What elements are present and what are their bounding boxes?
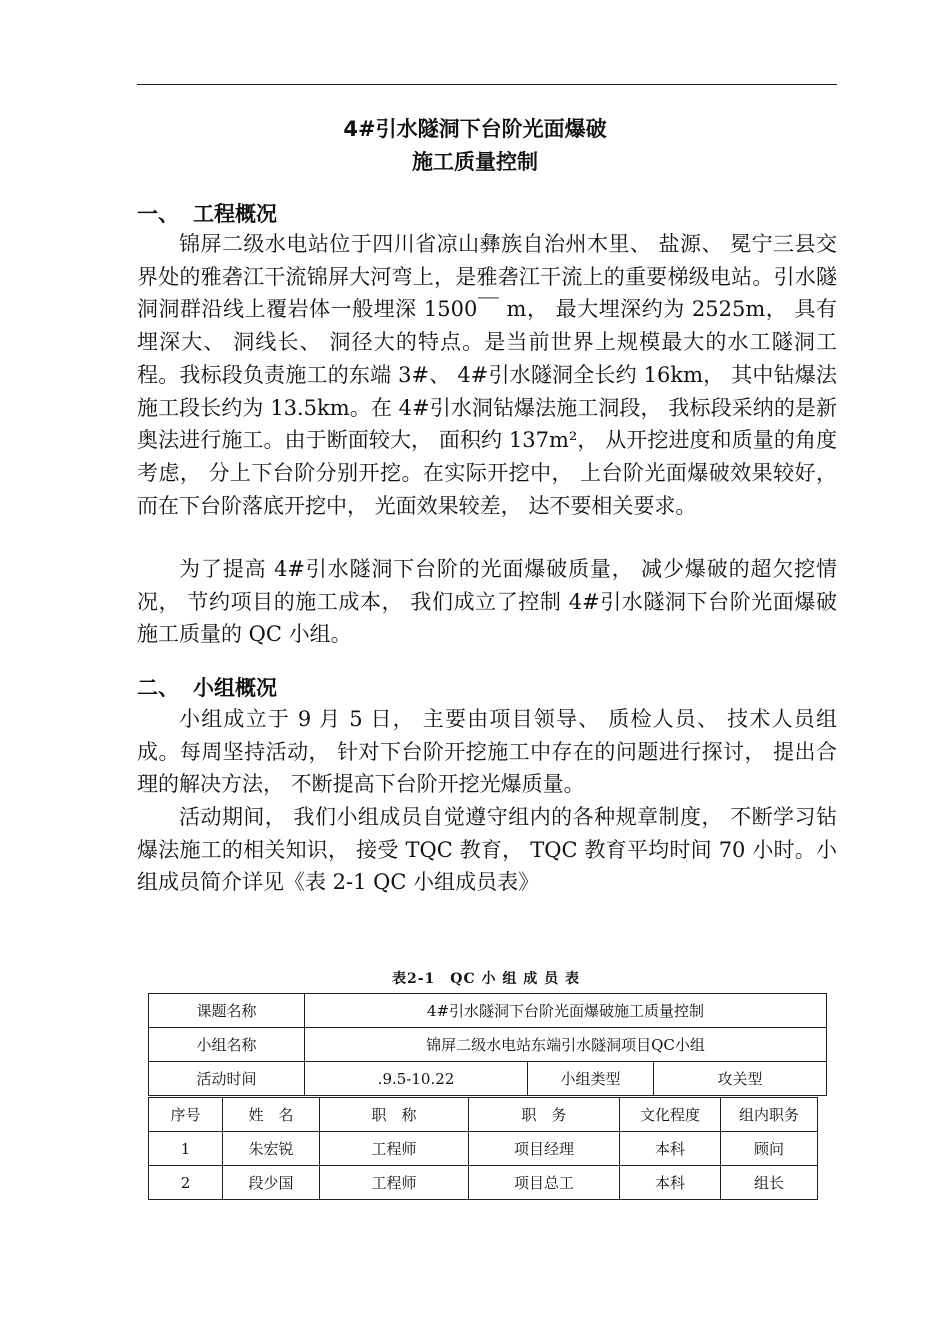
- section2-number: 二、: [137, 676, 179, 700]
- header-role: 组内职务: [721, 1098, 818, 1132]
- cell-title: 工程师: [320, 1166, 469, 1200]
- header-name: 姓 名: [223, 1098, 320, 1132]
- time-label: 活动时间: [149, 1062, 305, 1096]
- topic-label: 课题名称: [149, 994, 305, 1028]
- type-value: 攻关型: [654, 1062, 827, 1096]
- header-education: 文化程度: [620, 1098, 721, 1132]
- group-label: 小组名称: [149, 1028, 305, 1062]
- document-title-line2: 施工质量控制: [412, 150, 538, 174]
- document-title-line1: 4#引水隧洞下台阶光面爆破: [343, 117, 607, 141]
- time-value: .9.5-10.22: [305, 1062, 528, 1096]
- section1-title: 工程概况: [193, 202, 277, 226]
- section1-number: 一、: [137, 202, 179, 226]
- section2-title: 小组概况: [193, 676, 277, 700]
- cell-education: 本科: [620, 1166, 721, 1200]
- header-title: 职 称: [320, 1098, 469, 1132]
- cell-role: 组长: [721, 1166, 818, 1200]
- cell-title: 工程师: [320, 1132, 469, 1166]
- cell-index: 1: [149, 1132, 223, 1166]
- cell-name: 朱宏锐: [223, 1132, 320, 1166]
- header-position: 职 务: [469, 1098, 620, 1132]
- topic-value: 4#引水隧洞下台阶光面爆破施工质量控制: [305, 994, 827, 1028]
- header-rule: [137, 84, 837, 85]
- cell-education: 本科: [620, 1132, 721, 1166]
- table-row: [149, 1166, 818, 1200]
- section2-paragraph-2: 活动期间， 我们小组成员自觉遵守组内的各种规章制度， 不断学习钻爆法施工的相关知识， 接受 TQC 教育， TQC 教育平均时间 70 小时。小组成员简介详见《表 2-1 QC 小组成员表》: [137, 805, 837, 895]
- cell-role: 顾问: [721, 1132, 818, 1166]
- cell-position: 项目总工: [469, 1166, 620, 1200]
- table-header-row: [149, 1098, 818, 1132]
- cell-index: 2: [149, 1166, 223, 1200]
- cell-name: 段少国: [223, 1166, 320, 1200]
- section1-heading: [137, 198, 277, 228]
- qc-info-table: [148, 993, 827, 1096]
- table-row: [149, 1028, 827, 1062]
- table-row: [149, 1062, 827, 1096]
- qc-members-table: [148, 1097, 818, 1200]
- table-row: [149, 1132, 818, 1166]
- cell-position: 项目经理: [469, 1132, 620, 1166]
- type-label: 小组类型: [528, 1062, 654, 1096]
- group-value: 锦屏二级水电站东端引水隧洞项目QC小组: [305, 1028, 827, 1062]
- table-caption: 表2-1 QC 小 组 成 员 表: [391, 971, 580, 987]
- section1-paragraph-2: 为了提高 4#引水隧洞下台阶的光面爆破质量， 减少爆破的超欠挖情况， 节约项目的施工成本， 我们成立了控制 4#引水隧洞下台阶光面爆破施工质量的 QC 小组。: [137, 557, 837, 647]
- section2-paragraph-1: 小组成立于 9 月 5 日， 主要由项目领导、 质检人员、 技术人员组成。每周坚持活动， 针对下台阶开挖施工中存在的问题进行探讨， 提出合理的解决方法， 不断提高下台阶开挖光爆质量。: [137, 707, 837, 797]
- section2-heading: [137, 672, 277, 702]
- section1-paragraph-1: 锦屏二级水电站位于四川省凉山彝族自治州木里、 盐源、 冕宁三县交界处的雅砻江干流锦屏大河弯上，是雅砻江干流上的重要梯级电站。引水隧洞洞群沿线上覆岩体一般埋深 1500￣ m， 最大埋深约为 2525m， 具有埋深大、 洞线长、 洞径大的特点。是当前世界上规模最大的水工隧洞工程。我标段负责施工的东端 3#、 4#引水隧洞全长约 16km， 其中钻爆法施工段长约为 13.5km。在 4#引水洞钻爆法施工洞段， 我标段采纳的是新奥法进行施工。由于断面较大， 面积约 137m²， 从开挖进度和质量的角度考虑， 分上下台阶分别开挖。在实际开挖中， 上台阶光面爆破效果较好， 而在下台阶落底开挖中， 光面效果较差， 达不要相关要求。: [137, 232, 837, 518]
- header-index: 序号: [149, 1098, 223, 1132]
- table-row: [149, 994, 827, 1028]
